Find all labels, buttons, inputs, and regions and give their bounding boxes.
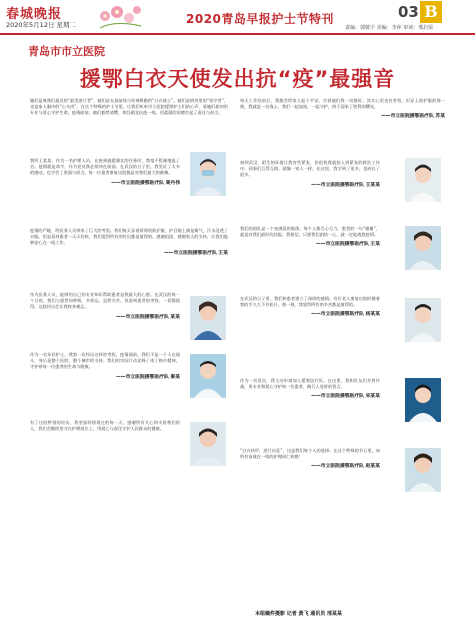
story-byline: ——市立医院援鄂医疗队 秦某 bbox=[115, 374, 180, 380]
nurse-portrait bbox=[405, 448, 441, 492]
story-byline: ——市立医院援鄂医疗队 周丹伟 bbox=[111, 180, 180, 186]
story-4 bbox=[30, 352, 180, 380]
story-byline: ——市立医院援鄂医疗队 宋某某 bbox=[311, 394, 380, 400]
story-r6 bbox=[240, 448, 380, 469]
header-divider bbox=[0, 33, 475, 35]
story-text: 作为一名党员，我主动申请加入援鄂医疗队。在这里，我和队友们并肩作战，用专业和爱心守护每一位患者，践行入党时的誓言。 bbox=[240, 378, 380, 390]
hospital-name: 青岛市市立医院 bbox=[28, 45, 105, 58]
story-byline: ——市立医院援鄂医疗队 赵某某 bbox=[311, 464, 380, 470]
story-text: 作为医务人员，能够用自己的专业知识帮助患者是我最大的心愿。在武汉的每一个日夜，我们与患者同呼吸、共命运。虽然辛苦，但看到患者的笑容，一切都值得。这段经历会让我终身难忘。 bbox=[30, 292, 180, 310]
nurse-portrait bbox=[190, 296, 226, 340]
nurse-portrait bbox=[405, 226, 441, 270]
story-3 bbox=[30, 292, 180, 320]
story-1 bbox=[30, 158, 180, 186]
flower-decoration-icon bbox=[95, 2, 145, 32]
lead-paragraph bbox=[30, 98, 228, 117]
page-number: 03 bbox=[398, 3, 419, 21]
story-text: 作为一名年轻护士，我第一次经历这样的考验。疫情面前，我们不是一个人在战斗，身后是整个医院、整个城市的支持。我们用实际行动诠释了南丁格尔精神，守护着每一位患者的生命与健康。 bbox=[30, 352, 180, 370]
story-r2 bbox=[240, 160, 380, 188]
editor-credits: 责编：郭敬宇 美编：李萍 审读：邢启荣 bbox=[345, 25, 434, 31]
story-text: 我叫王某某，作为一名护理人员，在接到驰援湖北的任务时，我毫不犹豫地报了名。疫情就是命令，作为党员我必须冲在前面。在武汉的日子里，我见证了太多的感动，也学会了坚强与担当。每一位患者康复出院都是对我们最大的鼓舞。 bbox=[30, 158, 180, 176]
story-2 bbox=[30, 228, 228, 256]
story-text: 我们的团队是一个充满爱的集体，每个人都尽心尽力。患者的一句“谢谢”，就是对我们最好的回报。我相信，只要我们团结一心，就一定能战胜疫情。 bbox=[240, 226, 380, 238]
issue-date: 2020年5月12日 星期二 bbox=[6, 21, 77, 29]
nurse-portrait bbox=[405, 378, 441, 422]
page-letter-badge: B bbox=[420, 1, 442, 23]
nurse-portrait bbox=[405, 158, 441, 202]
section-title: 2020青岛早报护士节特刊 bbox=[186, 12, 334, 26]
story-byline: ——市立医院援鄂医疗队 苏某 bbox=[380, 114, 445, 120]
story-r1 bbox=[240, 98, 445, 119]
page-headline: 援鄂白衣天使发出抗“疫”最强音 bbox=[79, 67, 396, 91]
nurse-portrait bbox=[405, 298, 441, 342]
story-byline: ——市立医院援鄂医疗队 某某 bbox=[115, 314, 180, 320]
story-5 bbox=[30, 420, 180, 432]
photo-credits: 本组稿件摄影 记者 黄飞 通讯员 邢某某 bbox=[255, 611, 342, 617]
story-text: “白衣执甲，逆行出征”，这是我们每个人的选择。在这个特殊的节日里，向所有奋战在一线的护理同仁致敬！ bbox=[240, 448, 380, 460]
story-byline: ——市立医院援鄂医疗队 王某 bbox=[163, 250, 228, 256]
story-r4 bbox=[240, 296, 380, 317]
page-header bbox=[0, 0, 475, 34]
nurse-portrait bbox=[190, 152, 226, 196]
story-text: 初到武汉，陌生的环境让我有些紧张，但很快我就投入到紧张的救治工作中。同事们互帮互助，就像一家人一样。在这里，我学到了很多，也成长了很多。 bbox=[240, 160, 380, 178]
story-byline: ——市立医院援鄂医疗队 杨某某 bbox=[311, 312, 380, 318]
newspaper-name: 春城晚报 bbox=[6, 7, 63, 22]
story-r5 bbox=[240, 378, 380, 399]
nurse-portrait bbox=[190, 354, 226, 398]
story-text: 有了这段特别的经历，我更加珍惜现在的每一天。感谢所有关心和支持我们的人，我们会继续坚守在护理岗位上，用爱心与责任守护人民群众的健康。 bbox=[30, 420, 180, 432]
story-byline: ——市立医院援鄂医疗队 王某某 bbox=[311, 182, 380, 188]
story-text: 疫情的严峻，给医务人员带来了巨大的考验。我们每天穿着厚厚的防护服，护目镜上满是雾气，汗水浸透了衣服。但是看到患者一天天好转，我们觉得所有的付出都是值得的。感谢祖国、感谢家人的支持，让我们能够安心在一线工作。 bbox=[30, 228, 228, 246]
nurse-portrait bbox=[190, 422, 226, 466]
lead-text: 她们是离我们最近的“最美逆行者”，她们是在最前线与死神赛跑的“白衣战士”。她们是病房里的“坚守者”，也是家人眼中的“心头肉”。在这个特殊的护士节里，让我们听听市立医院援鄂护士们的心声，看她们如何用专业与爱心守护生命。疫情面前，她们毅然请缨，奔赴湖北抗疫一线，用柔弱的肩膀扛起了责任与担当。 bbox=[30, 98, 228, 116]
story-text: 在武汉的日子里，我们和患者建立了深厚的感情。有位老人康复出院时握着我的手久久不肯松开。那一刻，我觉得所有的辛苦都是值得的。 bbox=[240, 296, 380, 308]
masthead bbox=[0, 0, 150, 34]
story-r3 bbox=[240, 226, 380, 247]
story-text: 每天工作结束后，我都会给家人报个平安，告诉他们我一切都好。其实心里也有害怕，但穿上防护服的那一刻，我就是一名战士。我们一起加油，一起守护，终于迎来了胜利的曙光。 bbox=[240, 98, 445, 110]
story-byline: ——市立医院援鄂医疗队 王某 bbox=[315, 242, 380, 248]
